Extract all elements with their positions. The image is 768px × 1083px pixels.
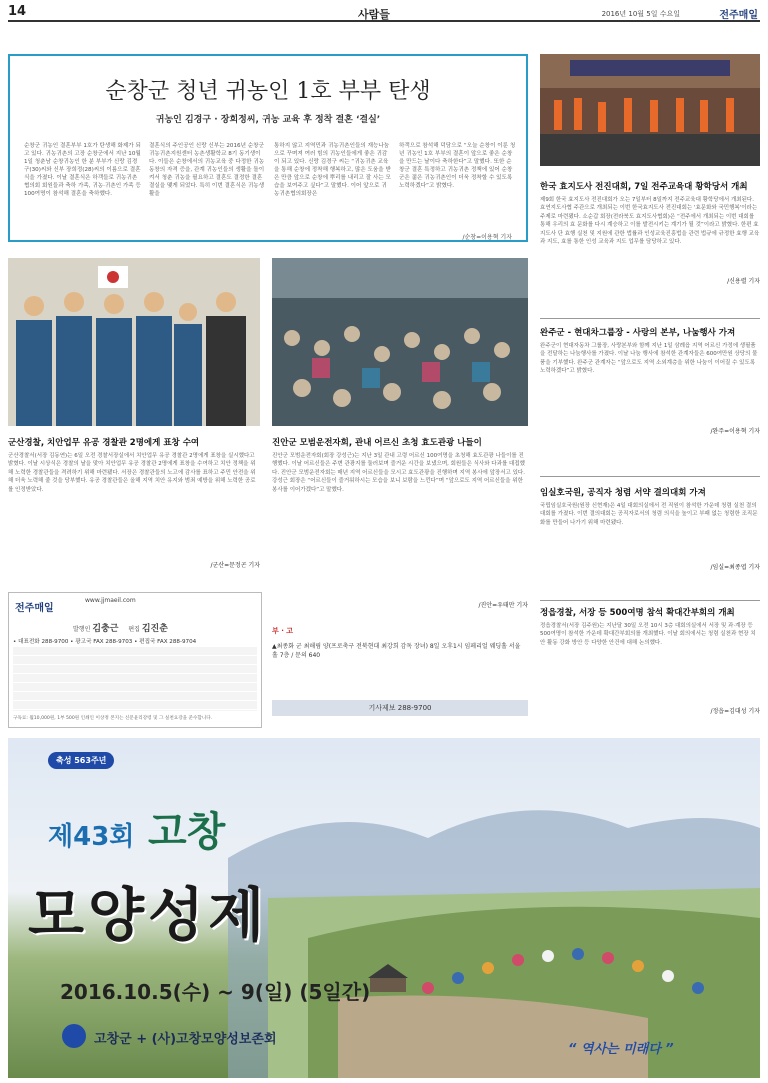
festival-edition: 제43회 — [48, 822, 135, 852]
publisher-name: 김충근 — [92, 624, 119, 634]
anniversary-badge: 축성 563주년 — [48, 752, 114, 769]
story-wanju — [540, 326, 760, 435]
elderly-tour-photo — [272, 258, 528, 426]
lead-col-2: 결혼식의 주인공인 신랑 신부는 2016년 순창군 귀농귀촌지원센터 농촌생활학교 8기 동기생이다. 이들은 순창에서의 귀농교육 중 다정한 귀농동창의 자격 증을, 관계 귀농인들의 생활을 돌이켜서 청춘 귀농을 필요하고 결혼도 결정한 결혼 결실을 맺게 되었다. 특히 이번 결혼식은 귀농생활을 — [149, 143, 265, 197]
festival-banner — [8, 738, 760, 1078]
festival-host: 고창군 + (사)고창모양성보존회 — [94, 1032, 277, 1047]
story-wanju-byline: /완주=이용혁 기자 — [710, 428, 760, 435]
masthead-name: 전주매일 — [15, 603, 54, 614]
lead-body — [24, 142, 516, 234]
publisher-label: 발행인 — [73, 626, 91, 633]
lead-subheadline: 귀농인 김경구 · 장희정씨, 귀농 교육 후 정착 결혼 ‘결실’ — [155, 115, 381, 125]
story-jinan — [272, 436, 528, 609]
lead-story — [8, 54, 528, 242]
story-imsil-title: 임실호국원, 공직자 청렴 서약 결의대회 가져 — [540, 488, 706, 498]
page-number: 14 — [8, 4, 27, 19]
paper-name: 전주매일 — [719, 10, 758, 21]
masthead-phone: • 대표전화 288-9700 • 광고국 FAX 288-9703 • 편집국 FAX 288-9704 — [13, 639, 197, 645]
editor-name: 김진춘 — [141, 624, 168, 634]
story-hyo-byline: /신용렬 기자 — [727, 278, 760, 285]
divider — [540, 476, 760, 477]
festival-title: 모양성제 — [28, 881, 269, 949]
story-wanju-body: 완주군이 현대자동차 그룹장, 사랑본부와 함께 지난 1일 삼례읍 지역 어르신 가정에 생필품을 전달하는 나눔행사를 가졌다. 이날 나눔 행사에 참석한 관계자들은 600여만원 상당의 물품을 기부했다. 완주군 관계자는 “앞으로도 지역 소외계층을 위한 나눔이 이어질 수 있도록 노력하겠다”고 밝혔다. — [540, 343, 758, 375]
story-imsil-byline: /임실=최종엽 기자 — [710, 564, 760, 571]
festival-slogan: “ 역사는 미래다 ” — [568, 1042, 674, 1057]
story-imsil — [540, 486, 760, 571]
section-title: 사람들 — [358, 8, 390, 21]
editor-label: 편집 — [128, 626, 140, 633]
story-jeongeup-title: 정읍경찰, 서장 등 500여명 참석 확대간부회의 개최 — [540, 608, 735, 618]
contact-table — [13, 647, 257, 711]
divider — [540, 318, 760, 319]
story-police-title: 군산경찰, 치안업무 유공 경찰관 2명에게 표창 수여 — [8, 438, 200, 448]
story-wanju-title: 완주군 - 현대차그룹장 - 사랑의 본부, 나눔행사 가져 — [540, 328, 736, 338]
issue-date: 2016년 10월 5일 수요일 — [601, 10, 680, 18]
masthead-url[interactable]: www.jjmaeil.com — [85, 597, 136, 604]
festival-dates: 2016.10.5(수) ~ 9(일) (5일간) — [60, 980, 371, 1004]
lead-col-4: 하객으로 참석해 덕담으로 “오늘 순창이 이룬 청년 귀농인 1호 부부의 결혼이 앞으로 좋은 순창을 만드는 날이다 축하한다”고 말했다. 또한 순창군 결혼 특정하고 귀농귀촌 정책에 있어 순창군은 젊은 귀농귀촌인이 더욱 정착할 수 있도록 노력하겠다”고 밝혔다. — [399, 143, 516, 189]
story-police-body: 군산경찰서(서장 김동연)는 6일 오전 경찰서장실에서 치안업무 유공 경찰관 2명에게 표창을 실시했다고 밝혔다. 이날 시상식은 경찰의 날을 맞아 치안업무 유공 경찰관 2명에게 표창을 수여하고 치안 정책을 위해 노력한 경찰관들을 격려하기 위해 마련됐다. 서장은 경찰관들의 노고에 감사를 표하고 주민 안전을 위해 더욱 노력해 줄 것을 당부했다. 유공 경찰관들은 올해 지역 치안 유지와 범죄 예방을 위해 노력한 공로를 인정받았다. — [8, 453, 256, 493]
lead-headline: 순창군 청년 귀농인 1호 부부 탄생 — [105, 79, 431, 104]
story-hyo-body: 제9회 한국 효지도사 전진대회가 오는 7일부터 8일까지 전주교육대 황학당에서 개최된다. 효연지도사협 주관으로 개최되는 이번 한국효지도사 전진대회는 '효문화와 국민행복'이라는 주제로 마련됐다. 소순갑 회장(전라북도 효지도사협회)은 “전주에서 개최되는 이번 대회를 통해 우리의 효 문화를 다시 계승하고 이를 발전시키는 계기가 될 것”이라고 밝혔다. 한편 효지도사 단 효행 실천 및 지원에 관한 법률과 인성교육진흥법을 관련 법규에 규정한 효행 교육과 지도, 효를 통한 인성 교육과 지도 업무를 담당하고 있다. — [540, 197, 760, 246]
story-jeongeup-body: 정읍경찰서(서장 김주원)는 지난달 30일 오전 10시 3층 대회의실에서 서장 및 과·계장 등 500여명이 참석한 가운데 확대간부회의를 개최했다. 이날 회의에서는 청렴 실천과 현장 치안 활동 강화 방안 등 다양한 안건에 대해 논의했다. — [540, 623, 756, 646]
story-jinan-byline: /진안=우태만 기자 — [478, 602, 528, 609]
story-hyo-title: 한국 효지도사 전진대회, 7일 전주교육대 황학당서 개최 — [540, 182, 748, 192]
story-police — [8, 436, 260, 569]
story-police-byline: /군산=문정곤 기자 — [210, 562, 260, 569]
story-hyo — [540, 180, 760, 285]
story-jeongeup — [540, 606, 760, 715]
masthead-box — [8, 592, 262, 728]
story-jinan-title: 진안군 모범운전자회, 관내 어르신 초청 효도관광 나들이 — [272, 438, 482, 448]
tip-line: 기사제보 288-9700 — [272, 700, 528, 716]
gochang-logo-icon — [62, 1024, 86, 1048]
lead-col-3: 통하지 않고 지역민과 귀농귀촌인들의 재능나눔으로 꾸며져 여러 힘의 귀농인들에게 좋은 귀감이 되고 있다. 신랑 김경구 씨는 “귀농귀촌 교육을 통해 순창에 정착해 행복하고, 많은 도움을 받은 만큼 앞으로 순창에 뿌리를 내리고 잘 사는 모습을 보여주고 싶다”고 말했다. 이어 앞으로 귀농귀촌협의회장은 — [274, 143, 391, 197]
story-jinan-body: 진안군 모범운전자회(회장 강성근)는 지난 3일 관내 고령 어르신 100여명을 초청해 효도관광 나들이를 진행했다. 이날 어르신들은 주변 관광지를 둘러보며 즐거운 시간을 보냈으며, 회원들은 식사와 다과를 대접했다. 진안군 모범운전자회는 매년 지역 어르신들을 모시고 효도관광을 진행하며 지역 봉사에 앞장서고 있다. 강성근 회장은 “어르신들이 즐거워하시는 모습을 보니 보람을 느낀다”며 “앞으로도 지역 어르신들을 위한 봉사를 이어가겠다”고 말했다. — [272, 453, 525, 493]
story-jeongeup-byline: /정읍=김대성 기자 — [710, 708, 760, 715]
masthead-footer: 구독료: 월10,000원, 1부 500원 인쇄인 이상정 본지는 신문윤리강령 및 그 실천요강을 준수합니다. — [13, 716, 213, 721]
festival-city: 고창 — [148, 809, 226, 855]
page-header — [8, 4, 760, 22]
notice-label: 부 · 고 — [272, 627, 294, 635]
notice-box — [272, 626, 528, 660]
lead-col-1: 순창군 귀농인 결혼부부 1호가 탄생해 화제가 되고 있다. 귀농귀촌의 고장 순창군에서 지난 10월 1일 청춘남 순창귀농인 한 분 부부가 신랑 김경구(30)씨와 신부 장희정(28)씨의 이름으로 결혼식을 가졌다. 이날 결혼식은 하객들로 귀농귀촌협의회 회원들과 축하 가족, 귀농·귀촌인 가족 등 100여명이 참석해 결혼을 축하했다. — [24, 143, 141, 197]
story-imsil-body: 국립임실호국원(원장 신현재)은 4일 대회의실에서 전 직원이 참석한 가운데 청렴 실천 결의대회를 가졌다. 이번 결의대회는 공직자로서의 청렴 의식을 높이고 부패 없는 청렴한 조직문화를 만들어 나가기 위해 마련됐다. — [540, 503, 758, 526]
divider — [540, 600, 760, 601]
police-photo — [8, 258, 260, 426]
event-photo — [540, 54, 760, 166]
notice-text: ▲최종화 군 최해림 양(프로축구 전북현대 최강희 감독 장녀) 8일 오후1시 임페리얼 웨딩홀 서울 홀 7층 / 문의 640 — [272, 643, 521, 659]
lead-byline: /순창=이용혁 기자 — [462, 234, 512, 241]
